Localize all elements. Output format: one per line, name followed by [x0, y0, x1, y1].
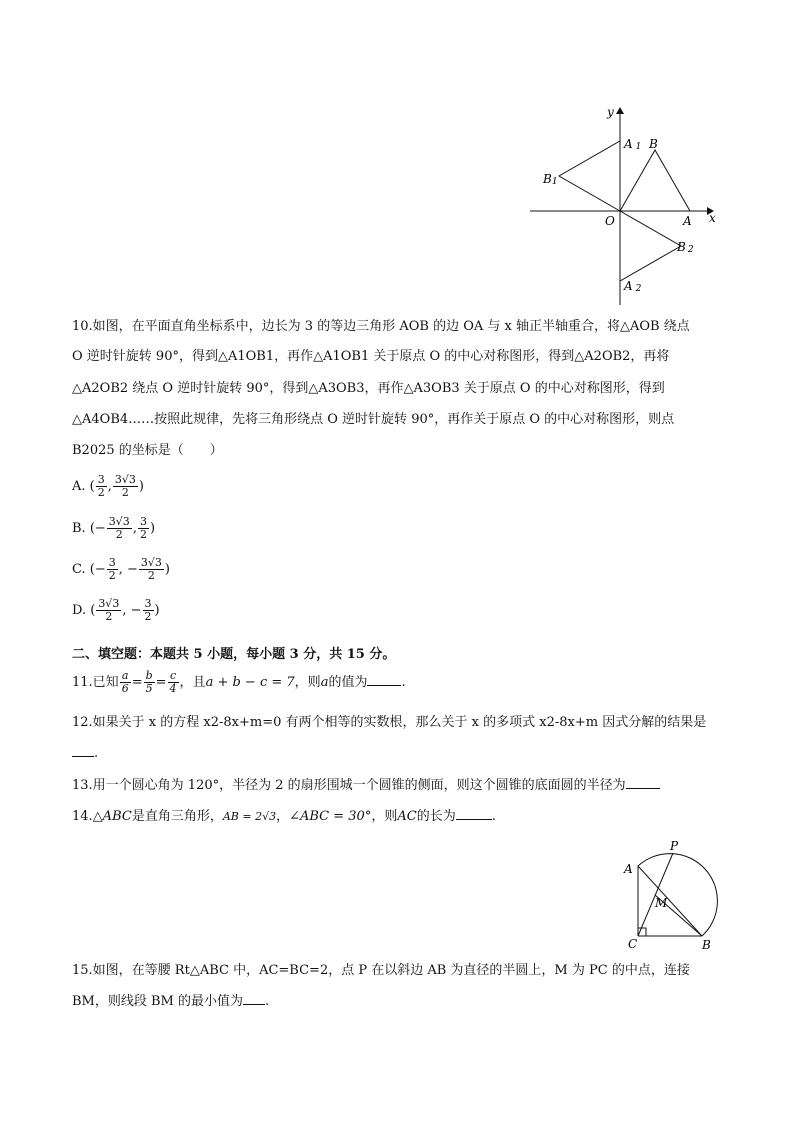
triangle-AOB	[620, 150, 690, 211]
q10-option-d[interactable]: D. ( $\frac{3√3}{2}$ , − $\frac{3}{2}$ )	[72, 597, 160, 623]
semicircle-arc	[638, 854, 717, 936]
q12-answer-blank[interactable]	[72, 744, 94, 757]
rotation-figure	[525, 100, 725, 310]
q14: 14.△ABC是直角三角形，AB = 2√3，∠ABC = 30°，则AC的长为 .	[72, 809, 496, 824]
q12-line2: .	[72, 744, 98, 763]
label-B: B	[702, 938, 711, 952]
triangle-A2OB2	[620, 211, 681, 281]
label-O: O	[605, 214, 615, 228]
q10-line1: 10.如图，在平面直角坐标系中，边长为 3 的等边三角形 AOB 的边 OA 与 x 轴正半轴重合，将△AOB 绕点	[72, 319, 690, 334]
q10-line3: △A2OB2 绕点 O 逆时针旋转 90°，得到△A3OB3，再作△A3OB3 关于原点 O 的中心对称图形，得到	[72, 381, 665, 396]
label-A1: A 1	[624, 137, 642, 152]
label-B: B	[649, 137, 658, 151]
q10-option-c[interactable]: C. (− $\frac{3}{2}$ , − $\frac{3√3}{2}$ )	[72, 556, 170, 582]
label-A2: A 2	[624, 279, 642, 294]
q10-line4: △A4OB4……按照此规律，先将三角形绕点 O 逆时针旋转 90°，再作关于原点 O 的中心对称图形，则点	[72, 412, 675, 427]
label-P: P	[670, 839, 679, 853]
label-B2: B 2	[677, 240, 694, 255]
section-title-fill-in: 二、填空题：本题共 5 小题，每小题 3 分，共 15 分。	[72, 647, 396, 662]
label-M: M	[655, 896, 668, 910]
label-A: A	[624, 862, 633, 876]
q11: 11.已知 $\frac{a}{6}$ = $\frac{b}{5}$ = $\frac{c}{4}$ ，且a + b − c = 7，则a的值为 .	[72, 669, 406, 695]
label-B1: B1	[543, 172, 558, 187]
q11-answer-blank[interactable]	[367, 673, 401, 686]
q13: 13.用一个圆心角为 120°，半径为 2 的扇形围城一个圆锥的侧面，则这个圆锥的底面圆的半径为	[72, 776, 660, 795]
q14-answer-blank[interactable]	[456, 807, 492, 820]
q12-line1: 12.如果关于 x 的方程 x2-8x+m=0 有两个相等的实数根，那么关于 x 的多项式 x2-8x+m 因式分解的结果是	[72, 715, 707, 730]
segment-PC	[638, 853, 673, 936]
label-x: x	[709, 211, 716, 225]
semicircle-figure	[618, 836, 728, 954]
q10-option-b[interactable]: B. (− $\frac{3√3}{2}$ , $\frac{3}{2}$ )	[72, 515, 156, 541]
q15-answer-blank[interactable]	[243, 992, 265, 1005]
label-A: A	[683, 214, 692, 228]
q13-answer-blank[interactable]	[626, 776, 660, 789]
q10-line2: O 逆时针旋转 90°，得到△A1OB1，再作△A1OB1 关于原点 O 的中心对称图形，得到△A2OB2，再将	[72, 349, 670, 364]
q10-line5: B2025 的坐标是（ ）	[72, 443, 223, 458]
triangle-A1OB1	[559, 141, 620, 211]
q15-line1: 15.如图，在等腰 Rt△ABC 中，AC=BC=2，点 P 在以斜边 AB 为直径的半圆上，M 为 PC 的中点，连接	[72, 963, 690, 978]
label-y: y	[607, 105, 614, 119]
label-C: C	[628, 937, 638, 951]
q10-option-a[interactable]: A. ( $\frac{3}{2}$ , $\frac{3√3}{2}$ )	[72, 473, 144, 499]
q15-line2: BM，则线段 BM 的最小值为 .	[72, 994, 270, 1009]
